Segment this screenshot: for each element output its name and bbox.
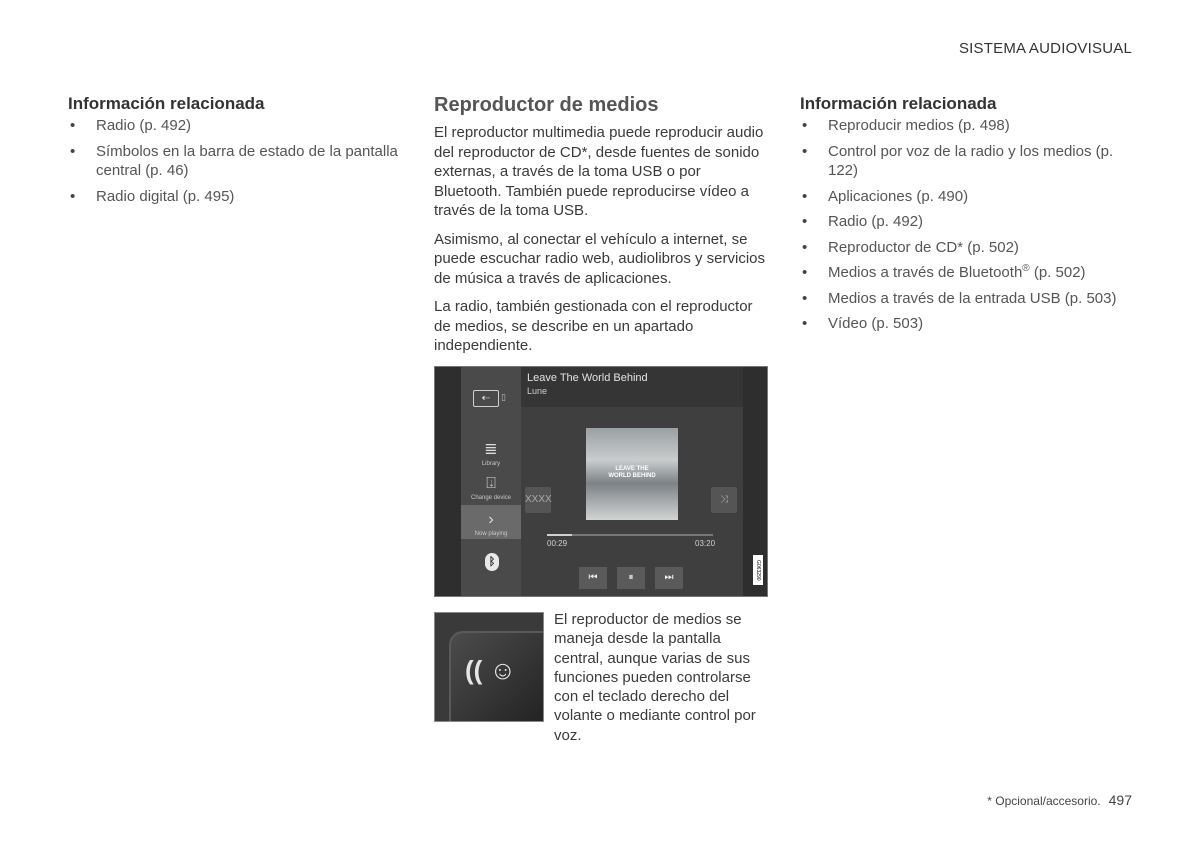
link-status-bar-symbols[interactable]: • Símbolos en la barra de estado de la pantalla central (p. 46) [68, 142, 408, 181]
link-cd-player[interactable]: • Reproductor de CD* (p. 502) [800, 238, 1140, 258]
link-digital-radio[interactable]: • Radio digital (p. 495) [68, 187, 408, 207]
link-radio-right[interactable]: • Radio (p. 492) [800, 212, 1140, 232]
link-play-media[interactable]: • Reproducir medios (p. 498) [800, 116, 1140, 136]
chevron-right-icon: › [488, 511, 494, 528]
page-number: 497 [1108, 792, 1132, 808]
previous-track-icon: ⏮ [579, 567, 607, 589]
media-player-screen-image [434, 366, 768, 597]
next-track-icon: ⏭ [655, 567, 683, 589]
figure-code: G063290 [753, 555, 763, 585]
paragraph-1: El reproductor multimedia puede reproducir audio del reproductor de CD*, desde fuentes de sonido externas, a través de la toma USB o por Bluetooth. También puede reproducirse vídeo a través de la toma USB. [434, 124, 764, 219]
link-video[interactable]: • Vídeo (p. 503) [800, 314, 1140, 334]
rail-library: ≣ Library [461, 441, 521, 467]
link-radio[interactable]: • Radio (p. 492) [68, 116, 408, 136]
related-list-right [800, 116, 1140, 334]
shuffle-icon: ⤨ [711, 487, 737, 513]
voice-control-button-image [434, 612, 544, 722]
elapsed-time: 00:29 [547, 539, 568, 548]
right-column [800, 94, 1140, 340]
left-side-button: XXXX [525, 487, 551, 513]
link-applications[interactable]: • Aplicaciones (p. 490) [800, 187, 1140, 207]
paragraph-3: La radio, también gestionada con el reproductor de medios, se describe en un apartado independiente. [434, 298, 753, 354]
usb-plug-icon: ⍗ [486, 475, 496, 492]
image-caption: El reproductor de medios se maneja desde la pantalla central, aunque varias de sus funciones pueden controlarse con el teclado derecho del volante o mediante control por voz. [554, 611, 756, 744]
related-list-left [68, 116, 408, 206]
bluetooth-icon: ᛒ [485, 553, 499, 571]
footer [987, 792, 1132, 808]
rail-change-device: ⍗ Change device [461, 475, 521, 501]
section-title: Reproductor de medios [434, 94, 659, 116]
voice-control-icon: (( ☺ [465, 655, 517, 685]
progress-fill [547, 534, 572, 536]
link-usb-media[interactable]: • Medios a través de la entrada USB (p. 503) [800, 289, 1140, 309]
rail-now-playing: › Now playing [461, 511, 521, 537]
total-time: 03:20 [695, 539, 716, 548]
page-section-header: SISTEMA AUDIOVISUAL [958, 40, 1132, 57]
paragraph-2: Asimismo, al conectar el vehículo a internet, se puede escuchar radio web, audiolibros y servicios de música a través de aplicaciones. [434, 230, 766, 287]
artist-name: Lune [527, 386, 548, 396]
pause-icon: ⏸ [617, 567, 645, 589]
album-cover [586, 428, 678, 520]
library-icon: ≣ [484, 441, 498, 458]
source-indicator-icon: ▯ [501, 392, 506, 402]
link-voice-control-radio-media[interactable]: • Control por voz de la radio y los medios (p. 122) [800, 142, 1140, 181]
related-info-heading-right: Información relacionada [800, 94, 997, 113]
related-info-heading: Información relacionada [68, 94, 265, 113]
left-column [68, 94, 408, 212]
middle-column [434, 94, 768, 365]
usb-icon: ⇠ [473, 390, 499, 407]
album-cover-text: LEAVE THE WORLD BEHIND [608, 466, 656, 479]
progress-bar [547, 534, 713, 536]
song-title: Leave The World Behind [527, 372, 648, 384]
link-bluetooth-media[interactable]: • Medios a través de Bluetooth® (p. 502) [800, 263, 1140, 283]
optional-accessory-note: * Opcional/accesorio. [987, 794, 1101, 808]
